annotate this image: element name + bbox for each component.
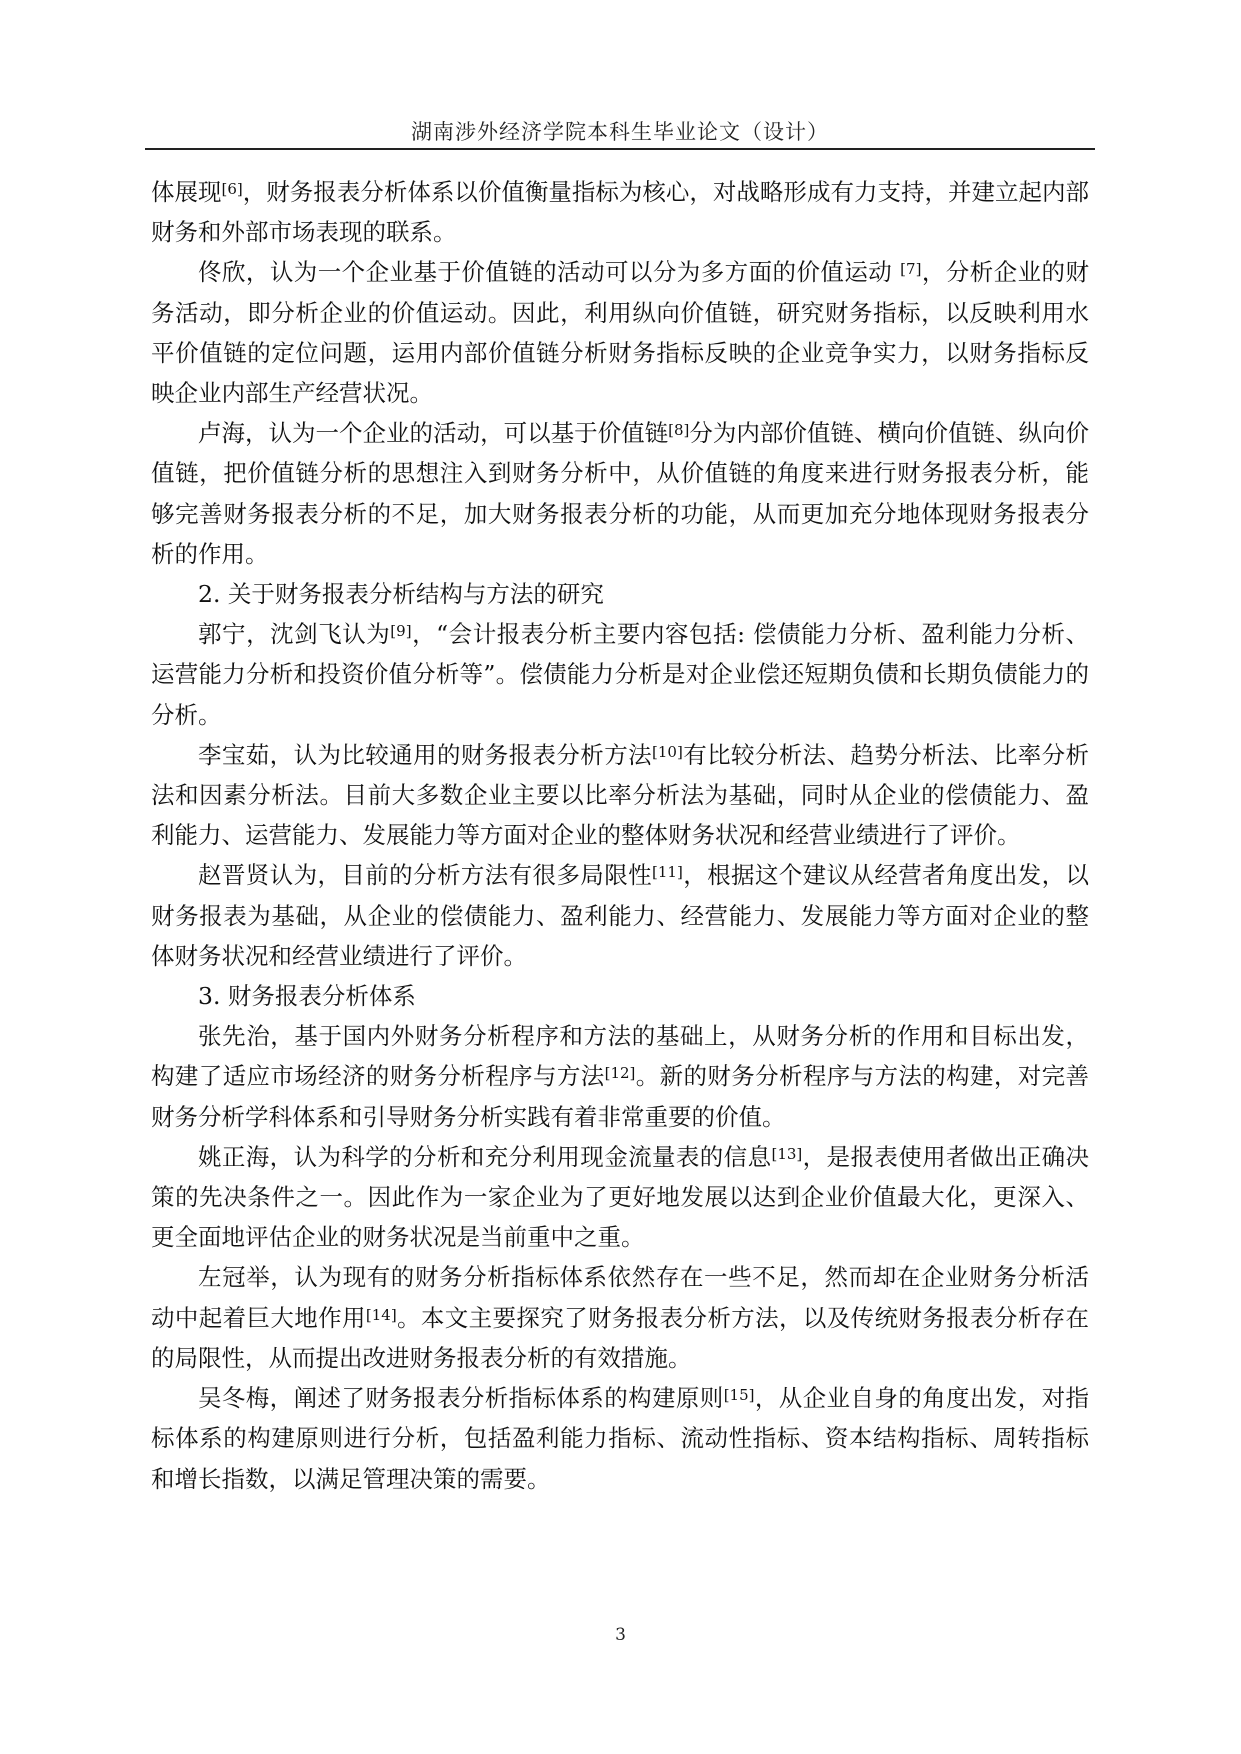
paragraph-text: 卢海，认为一个企业的活动，可以基于价值链 bbox=[198, 419, 669, 448]
document-body bbox=[151, 172, 1089, 1499]
paragraph-text: ，从企业自身的角度出发，对指标体系的构建原则进行分析，包括盈利能力指标、流动性指标、资本结构指标、周转指标和增长指数，以满足管理决策的需要。 bbox=[151, 1384, 1090, 1493]
page-number: 3 bbox=[615, 1625, 626, 1645]
citation-ref: [7] bbox=[900, 260, 922, 279]
page-header-title: 湖南涉外经济学院本科生毕业论文（设计） bbox=[411, 120, 829, 144]
paragraph-text: 郭宁，沈剑飞认为 bbox=[198, 620, 391, 649]
citation-ref: [12] bbox=[604, 1064, 636, 1083]
paragraph-text: 吴冬梅，阐述了财务报表分析指标体系的构建原则 bbox=[198, 1384, 724, 1413]
paragraph-tong-xin bbox=[151, 252, 1089, 413]
paragraph-text: 3. 财务报表分析体系 bbox=[198, 982, 416, 1011]
section-heading-2 bbox=[151, 574, 1089, 614]
citation-ref: [13] bbox=[771, 1144, 803, 1163]
paragraph-text: 佟欣，认为一个企业基于价值链的活动可以分为多方面的价值运动 bbox=[198, 258, 901, 287]
paragraph-li-baoru bbox=[151, 735, 1089, 856]
paragraph-text: 姚正海，认为科学的分析和充分利用现金流量表的信息 bbox=[198, 1142, 772, 1171]
paragraph-text: 。新的财务分析程序与方法的构建，对完善财务分析学科体系和引导财务分析实践有着非常重要的价值。 bbox=[151, 1062, 1090, 1131]
paragraph-text: ，“会计报表分析主要内容包括: 偿债能力分析、盈利能力分析、运营能力分析和投资价值分析等”。偿债能力分析是对企业偿还短期负债和长期负债能力的分析。 bbox=[151, 620, 1090, 729]
header-rule bbox=[145, 148, 1095, 150]
paragraph-guo-ning bbox=[151, 614, 1089, 735]
citation-ref: [10] bbox=[652, 742, 683, 761]
paragraph-text: 。本文主要探究了财务报表分析方法，以及传统财务报表分析存在的局限性，从而提出改进财务报表分析的有效措施。 bbox=[151, 1303, 1090, 1372]
paragraph-wu-dongmei bbox=[151, 1378, 1089, 1499]
paragraph-zhao-jinxian bbox=[151, 855, 1089, 976]
citation-ref: [14] bbox=[365, 1305, 397, 1324]
paragraph-text: 体展现 bbox=[151, 178, 222, 206]
section-heading-3 bbox=[151, 976, 1089, 1016]
citation-ref: [6] bbox=[221, 180, 243, 198]
citation-ref: [11] bbox=[652, 863, 683, 882]
paragraph-zuo-guanju bbox=[151, 1257, 1089, 1378]
paragraph-continuation bbox=[151, 172, 1089, 252]
paragraph-text: 左冠举，认为现有的财务分析指标体系依然存在一些不足，然而却在企业财务分析活动中起着巨大地作用 bbox=[151, 1263, 1089, 1332]
paragraph-zhang-xianzhi bbox=[151, 1016, 1089, 1137]
paragraph-text: ，分析企业的财务活动，即分析企业的价值运动。因此，利用纵向价值链，研究财务指标，以反映利用水平价值链的定位问题，运用内部价值链分析财务指标反映的企业竞争实力，以财务指标反映企业内部生产经营状况。 bbox=[151, 258, 1089, 408]
paragraph-text: ，根据这个建议从经营者角度出发，以财务报表为基础，从企业的偿债能力、盈利能力、经营能力、发展能力等方面对企业的整体财务状况和经营业绩进行了评价。 bbox=[151, 861, 1090, 970]
paragraph-text: 李宝茹，认为比较通用的财务报表分析方法 bbox=[198, 740, 652, 769]
paragraph-text: 有比较分析法、趋势分析法、比率分析法和因素分析法。目前大多数企业主要以比率分析法为基础，同时从企业的偿债能力、盈利能力、运营能力、发展能力等方面对企业的整体财务状况和经营业绩进行了评价。 bbox=[151, 740, 1090, 850]
paragraph-text: ，财务报表分析体系以价值衡量指标为核心，对战略形成有力支持，并建立起内部财务和外部市场表现的联系。 bbox=[151, 178, 1090, 247]
citation-ref: [9] bbox=[390, 622, 412, 641]
paragraph-text: ，是报表使用者做出正确决策的先决条件之一。因此作为一家企业为了更好地发展以达到企业价值最大化，更深入、更全面地评估企业的财务状况是当前重中之重。 bbox=[151, 1142, 1089, 1252]
paragraph-text: 分为内部价值链、横向价值链、纵向价值链，把价值链分析的思想注入到财务分析中，从价值链的角度来进行财务报表分析，能够完善财务报表分析的不足，加大财务报表分析的功能，从而更加充分地体现财务报表分析的作用。 bbox=[151, 419, 1090, 568]
paragraph-yao-zhenghai bbox=[151, 1137, 1089, 1258]
paragraph-text: 2. 关于财务报表分析结构与方法的研究 bbox=[198, 580, 604, 609]
citation-ref: [15] bbox=[723, 1386, 755, 1405]
paragraph-text: 张先治，基于国内外财务分析程序和方法的基础上，从财务分析的作用和目标出发，构建了适应市场经济的财务分析程序与方法 bbox=[151, 1022, 1089, 1091]
paragraph-text: 赵晋贤认为，目前的分析方法有很多局限性 bbox=[198, 861, 652, 890]
citation-ref: [8] bbox=[668, 421, 690, 440]
paragraph-lu-hai bbox=[151, 413, 1089, 574]
